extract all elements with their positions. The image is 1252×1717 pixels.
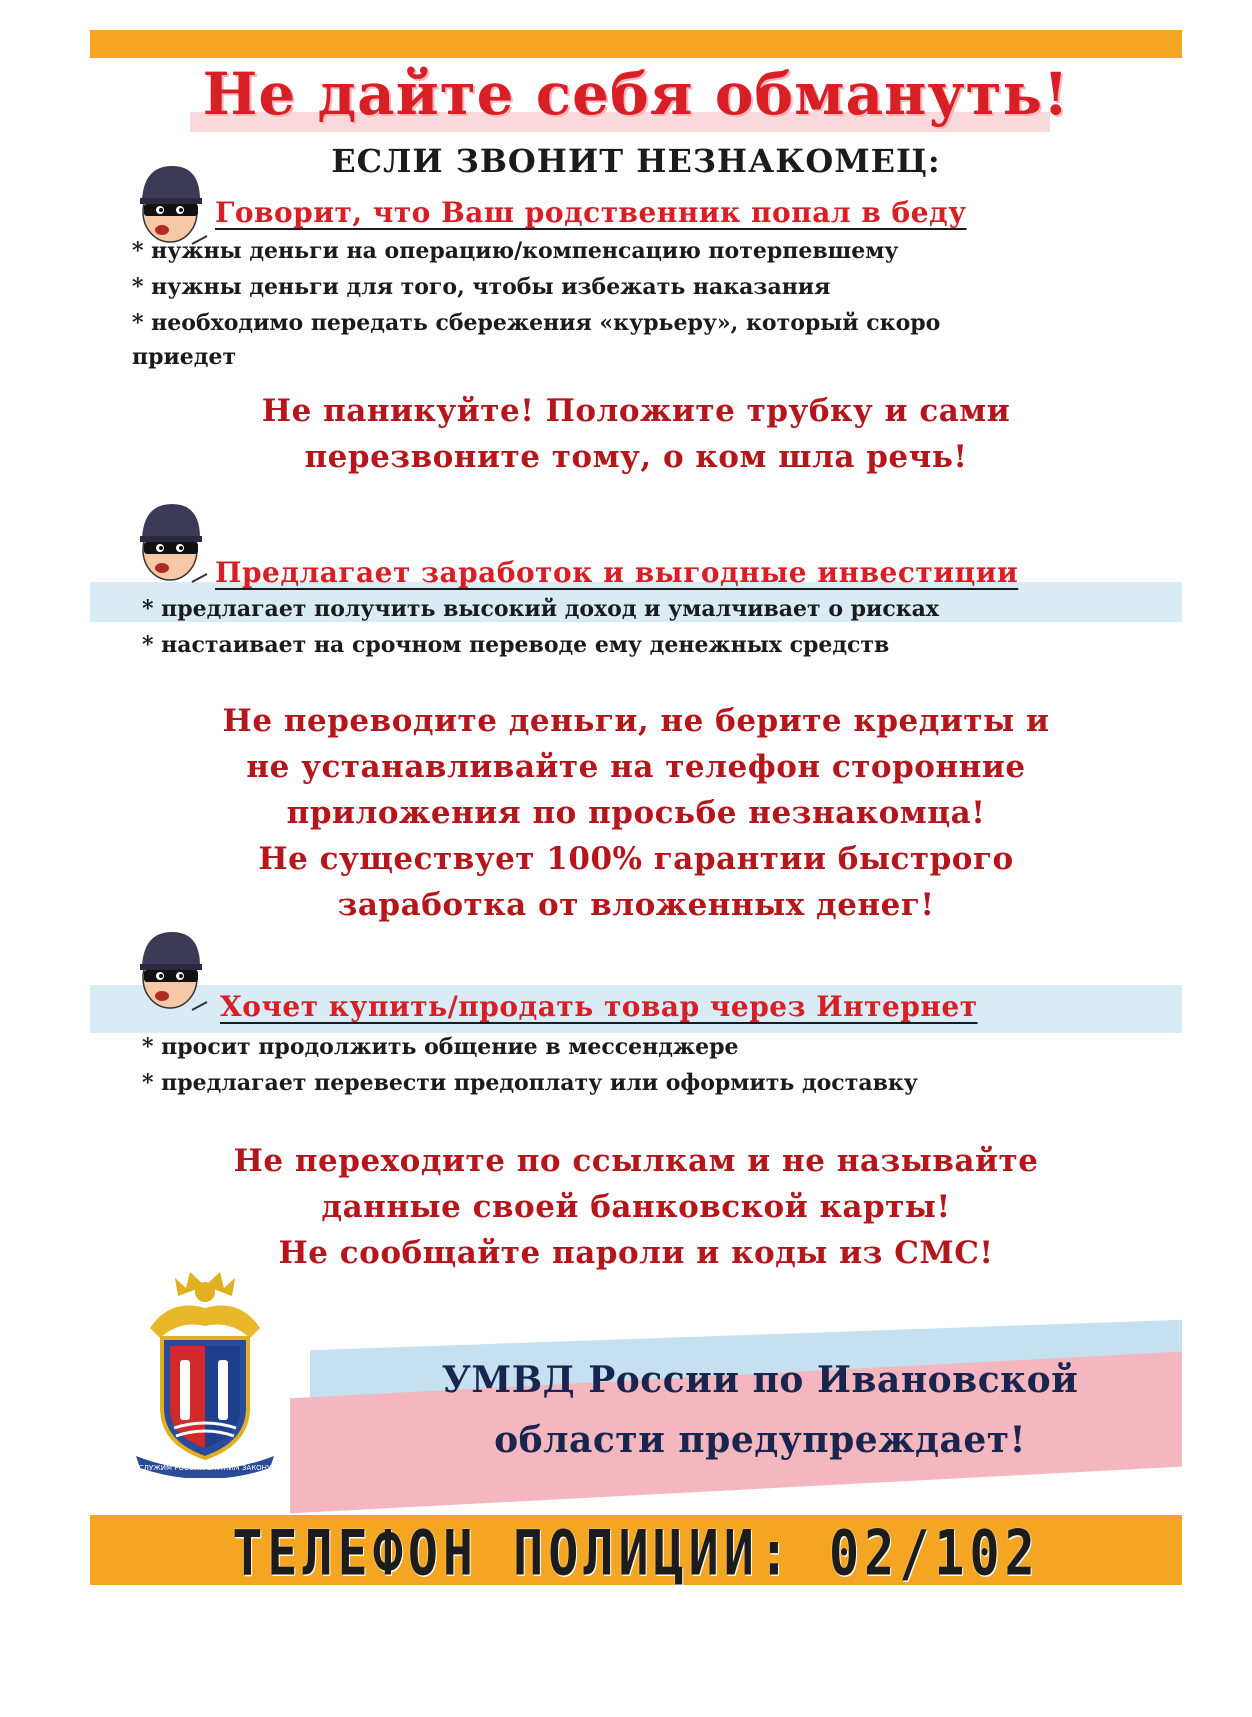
warning-line: Не сообщайте пароли и коды из СМС! <box>278 1235 994 1271</box>
section-1-bullet: * нужны деньги на операцию/компенсацию потерпевшему <box>132 238 899 264</box>
police-emblem-icon <box>130 1268 280 1478</box>
section-1-warning <box>130 388 1142 480</box>
section-3-warning <box>130 1138 1142 1276</box>
section-1-bullet: приедет <box>132 344 237 370</box>
warning-line: Не существует 100% гарантии быстрого <box>258 841 1014 877</box>
robber-icon <box>132 160 212 250</box>
police-phone: ТЕЛЕФОН ПОЛИЦИИ: 02/102 <box>232 1517 1040 1590</box>
footer-line: УМВД России по Ивановской <box>441 1359 1079 1401</box>
flyer <box>90 30 1182 1590</box>
warning-line: Не переводите деньги, не берите кредиты и <box>222 703 1050 739</box>
warning-line: Не паникуйте! Положите трубку и сами <box>261 393 1011 429</box>
section-3-bullet: * просит продолжить общение в мессенджере <box>142 1034 739 1060</box>
footer-message <box>350 1350 1170 1470</box>
robber-icon <box>132 926 212 1016</box>
footer-line: области предупреждает! <box>494 1419 1026 1461</box>
section-2-bullet: * предлагает получить высокий доход и умалчивает о рисках <box>142 596 940 622</box>
warning-line: Не переходите по ссылкам и не называйте <box>233 1143 1039 1179</box>
section-3-heading: Хочет купить/продать товар через Интернет <box>220 990 978 1023</box>
section-3-bullet: * предлагает перевести предоплату или оформить доставку <box>142 1070 918 1096</box>
warning-line: перезвоните тому, о ком шла речь! <box>304 439 968 475</box>
robber-icon <box>132 498 212 588</box>
warning-line: приложения по просьбе незнакомца! <box>286 795 986 831</box>
section-1-heading: Говорит, что Ваш родственник попал в беду <box>215 196 967 229</box>
page-title: Не дайте себя обмануть! <box>202 60 1070 128</box>
top-orange-bar <box>90 30 1182 58</box>
warning-line: заработка от вложенных денег! <box>337 887 935 923</box>
subtitle: ЕСЛИ ЗВОНИТ НЕЗНАКОМЕЦ: <box>331 142 941 180</box>
section-1-bullet: * нужны деньги для того, чтобы избежать наказания <box>132 274 831 300</box>
section-1-bullet: * необходимо передать сбережения «курьеру», который скоро <box>132 310 941 336</box>
emblem-ribbon-text: СЛУЖИМ РОССИИ СЛУЖИМ ЗАКОНУ <box>138 1464 272 1472</box>
warning-line: не устанавливайте на телефон сторонние <box>246 749 1026 785</box>
warning-line: данные своей банковской карты! <box>321 1189 951 1225</box>
section-2-warning <box>130 698 1142 928</box>
section-2-heading: Предлагает заработок и выгодные инвестиции <box>215 556 1019 589</box>
section-2-bullet: * настаивает на срочном переводе ему денежных средств <box>142 632 890 658</box>
